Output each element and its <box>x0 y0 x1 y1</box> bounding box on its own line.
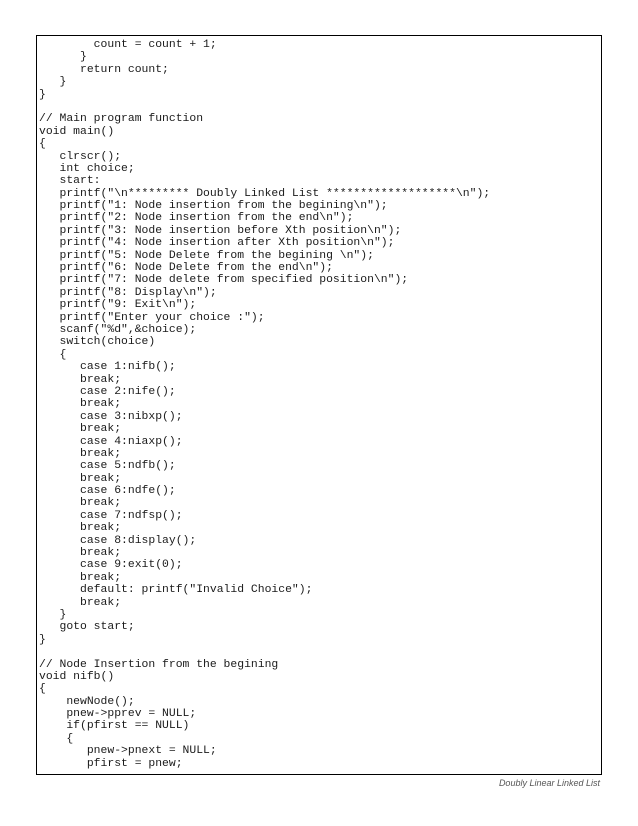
code-line: { <box>39 138 46 151</box>
code-line: } <box>39 608 67 621</box>
code-line: } <box>39 51 87 64</box>
code-line: } <box>39 633 46 646</box>
code-line: } <box>39 88 46 101</box>
code-line: break; <box>39 373 122 386</box>
code-line: printf("2: Node insertion from the end\n"); <box>39 212 354 225</box>
code-line: void nifb() <box>39 670 115 683</box>
code-line <box>39 646 490 658</box>
code-line: switch(choice) <box>39 336 156 349</box>
code-line: break; <box>39 596 122 609</box>
code-line: printf("4: Node insertion after Xth position\n"); <box>39 237 395 250</box>
code-line: goto start; <box>39 621 135 634</box>
code-line: } <box>39 76 67 89</box>
code-line: void main() <box>39 125 115 138</box>
code-line: // Node Insertion from the begining <box>39 658 279 671</box>
code-line: { <box>39 732 74 745</box>
code-line: break; <box>39 472 122 485</box>
code-line: printf("1: Node insertion from the begining\n"); <box>39 200 388 213</box>
code-line: int choice; <box>39 162 135 175</box>
code-line: case 3:nibxp(); <box>39 410 183 423</box>
code-line: case 5:ndfb(); <box>39 460 176 473</box>
code-line: case 7:ndfsp(); <box>39 509 183 522</box>
code-line <box>39 101 490 113</box>
code-line: default: printf("Invalid Choice"); <box>39 584 313 597</box>
code-line: case 2:nife(); <box>39 385 176 398</box>
code-line: case 4:niaxp(); <box>39 435 183 448</box>
code-listing <box>39 39 490 770</box>
code-line: break; <box>39 547 122 560</box>
code-line: break; <box>39 571 122 584</box>
code-line: return count; <box>39 63 169 76</box>
code-line: break; <box>39 423 122 436</box>
code-line: newNode(); <box>39 695 135 708</box>
code-line: case 6:ndfe(); <box>39 485 176 498</box>
code-line: start: <box>39 175 101 188</box>
code-line: printf("\n********* Doubly Linked List *******************\n"); <box>39 187 491 200</box>
code-line: break; <box>39 398 122 411</box>
code-line: { <box>39 683 46 696</box>
code-line: break; <box>39 522 122 535</box>
code-line: pfirst = pnew; <box>39 757 183 770</box>
code-line: printf("3: Node insertion before Xth position\n"); <box>39 224 402 237</box>
code-listing-box <box>36 35 602 775</box>
code-line: case 1:nifb(); <box>39 361 176 374</box>
code-line: case 9:exit(0); <box>39 559 183 572</box>
code-line: printf("9: Exit\n"); <box>39 299 197 312</box>
code-line: printf("Enter your choice :"); <box>39 311 265 324</box>
code-line: // Main program function <box>39 113 204 126</box>
code-line: pnew->pnext = NULL; <box>39 745 217 758</box>
code-line: printf("8: Display\n"); <box>39 286 217 299</box>
code-line: scanf("%d",&choice); <box>39 323 197 336</box>
code-line: { <box>39 348 67 361</box>
page-footer: Doubly Linear Linked List <box>498 778 600 788</box>
code-line: pnew->pprev = NULL; <box>39 708 197 721</box>
code-line: printf("7: Node delete from specified position\n"); <box>39 274 409 287</box>
code-line: printf("5: Node Delete from the begining \n"); <box>39 249 374 262</box>
code-line: break; <box>39 447 122 460</box>
code-line: case 8:display(); <box>39 534 197 547</box>
code-line: if(pfirst == NULL) <box>39 720 190 733</box>
code-line: printf("6: Node Delete from the end\n"); <box>39 262 333 275</box>
code-line: count = count + 1; <box>39 39 217 51</box>
code-line: clrscr(); <box>39 150 122 163</box>
code-line: break; <box>39 497 122 510</box>
